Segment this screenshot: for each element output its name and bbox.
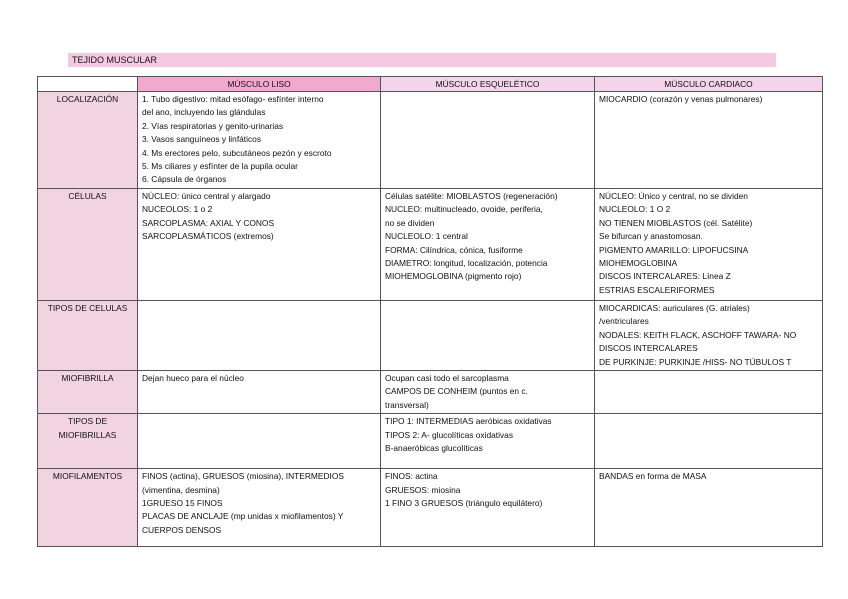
row-label — [38, 414, 138, 469]
cell-musculo-cardiaco — [595, 414, 823, 469]
cell-musculo-liso — [138, 469, 381, 547]
cell-line: MIOCARDICAS: auriculares (G. atriales) — [599, 303, 750, 313]
cell-line: 2. Vías respiratorias y genito-urinarias — [142, 120, 284, 131]
cell-line: CÉLULAS — [68, 191, 107, 201]
cell-line: MIOHEMOGLOBINA (pigmento rojo) — [385, 271, 522, 282]
cell-musculo-esqueletico — [381, 414, 595, 469]
cell-line: 1 FINO 3 GRUESOS (triángulo equilátero) — [385, 498, 543, 509]
cell-line: SARCOPLASMÁTICOS (extremos) — [142, 231, 274, 242]
cell-line: FINOS: actina — [385, 471, 438, 482]
cell-line: 1. Tubo digestivo: mitad esófago- esfínter interno — [142, 94, 324, 104]
cell-line: SARCOPLASMA: AXIAL Y CONOS — [142, 217, 275, 228]
cell-line: DE PURKINJE: PURKINJE /HISS- NO TÚBULOS T — [599, 356, 792, 367]
cell-line: TIPO 1: INTERMEDIAS aeróbicas oxidativas — [385, 416, 552, 427]
cell-line: TIPOS DE CELULAS — [47, 303, 128, 313]
cell-line: NÚCLEO: Único y central, no se dividen — [599, 191, 748, 201]
cell-line: BANDAS en forma de MASA — [599, 471, 707, 482]
cell-line: 6. Cápsula de órganos — [142, 174, 227, 185]
table-row — [38, 371, 823, 414]
table-row — [38, 469, 823, 547]
cell-line: NÚCLEO: único central y alargado — [142, 191, 271, 201]
cell-line: NUCEOLOS: 1 o 2 — [142, 204, 213, 215]
cell-musculo-liso — [138, 92, 381, 189]
cell-line: NUCLEO: multinucleado, ovoide, periferia, — [385, 204, 543, 215]
cell-line: CUERPOS DENSOS — [142, 524, 222, 535]
cell-line: DISCOS INTERCALARES: Línea Z — [599, 271, 731, 282]
cell-line: PLACAS DE ANCLAJE (mp unidas x miofilamentos) Y — [142, 511, 344, 522]
cell-line: DIAMETRO: longitud, localización, potencia — [385, 258, 548, 269]
table-row — [38, 92, 823, 189]
cell-musculo-liso — [138, 371, 381, 414]
table-row — [38, 189, 823, 301]
cell-line: GRUESOS: miosina — [385, 484, 461, 495]
cell-musculo-esqueletico — [381, 301, 595, 371]
cell-line: PIGMENTO AMARILLO: LIPOFUCSINA — [599, 244, 749, 255]
cell-line: MIOHEMOGLOBINA — [599, 258, 678, 269]
cell-musculo-cardiaco — [595, 371, 823, 414]
cell-musculo-cardiaco — [595, 189, 823, 301]
document-title: TEJIDO MUSCULAR — [68, 53, 776, 67]
cell-line: 5. Ms ciliares y esfínter de la pupila ocular — [142, 161, 298, 172]
cell-line: Células satélite: MIOBLASTOS (regeneración) — [385, 191, 558, 201]
cell-line: NODALES: KEITH FLACK, ASCHOFF TAWARA- NO — [599, 329, 797, 340]
cell-line: ESTRIAS ESCALERIFORMES — [599, 284, 715, 295]
cell-line: 1GRUESO 15 FINOS — [142, 498, 223, 509]
table-body — [38, 92, 823, 547]
row-label — [38, 301, 138, 371]
header-row — [38, 77, 823, 92]
cell-line: MIOFILAMENTOS — [52, 471, 123, 482]
cell-musculo-esqueletico — [381, 469, 595, 547]
cell-musculo-liso — [138, 414, 381, 469]
header-musculo-cardiaco: MÚSCULO CARDIACO — [595, 77, 823, 92]
cell-line: MIOFIBRILLA — [61, 373, 114, 384]
cell-line: NUCLEOLO: 1 central — [385, 231, 468, 242]
cell-musculo-liso — [138, 189, 381, 301]
cell-line: LOCALIZACIÓN — [56, 94, 119, 104]
header-musculo-liso: MÚSCULO LISO — [138, 77, 381, 92]
cell-line: no se dividen — [385, 217, 435, 228]
row-label — [38, 189, 138, 301]
table-row — [38, 301, 823, 371]
cell-musculo-esqueletico — [381, 92, 595, 189]
row-label — [38, 371, 138, 414]
cell-line: TIPOS 2: A- glucolíticas oxidativas — [385, 429, 514, 440]
cell-line: Dejan hueco para el núcleo — [142, 373, 244, 384]
cell-musculo-cardiaco — [595, 301, 823, 371]
cell-line: CAMPOS DE CONHEIM (puntos en c. — [385, 386, 528, 397]
cell-line: FINOS (actina), GRUESOS (miosina), INTERMEDIOS — [142, 471, 344, 482]
header-corner — [38, 77, 138, 92]
cell-line: MIOCARDIO (corazón y venas pulmonares) — [599, 94, 763, 104]
cell-line: /ventriculares — [599, 316, 649, 327]
cell-line: Se bifurcan y anastomosan. — [599, 231, 703, 242]
cell-line: MIOFIBRILLAS — [58, 429, 117, 440]
cell-line: 4. Ms erectores pelo, subcutáneos pezón y escroto — [142, 147, 332, 158]
cell-line: DISCOS INTERCALARES — [599, 343, 698, 354]
cell-line: 3. Vasos sanguíneos y linfáticos — [142, 134, 262, 145]
cell-musculo-esqueletico — [381, 371, 595, 414]
row-label — [38, 469, 138, 547]
cell-line: del ano, incluyendo las glándulas — [142, 107, 266, 118]
cell-line: TIPOS DE — [67, 416, 108, 427]
header-musculo-esqueletico: MÚSCULO ESQUELÉTICO — [381, 77, 595, 92]
row-label — [38, 92, 138, 189]
cell-musculo-liso — [138, 301, 381, 371]
cell-line: transversal) — [385, 399, 429, 410]
cell-line: Ocupan casi todo el sarcoplasma — [385, 373, 509, 384]
cell-line: (vimentina, desmina) — [142, 484, 220, 495]
cell-musculo-cardiaco — [595, 92, 823, 189]
cell-musculo-esqueletico — [381, 189, 595, 301]
table-row — [38, 414, 823, 469]
cell-line: NO TIENEN MIOBLASTOS (cél. Satélite) — [599, 217, 753, 228]
cell-musculo-cardiaco — [595, 469, 823, 547]
cell-line: NUCLEOLO: 1 O 2 — [599, 204, 671, 215]
cell-line: B-anaeróbicas glucolíticas — [385, 443, 483, 454]
cell-line: FORMA: Cilíndrica, cónica, fusiforme — [385, 244, 523, 255]
muscle-tissue-table — [37, 76, 823, 547]
